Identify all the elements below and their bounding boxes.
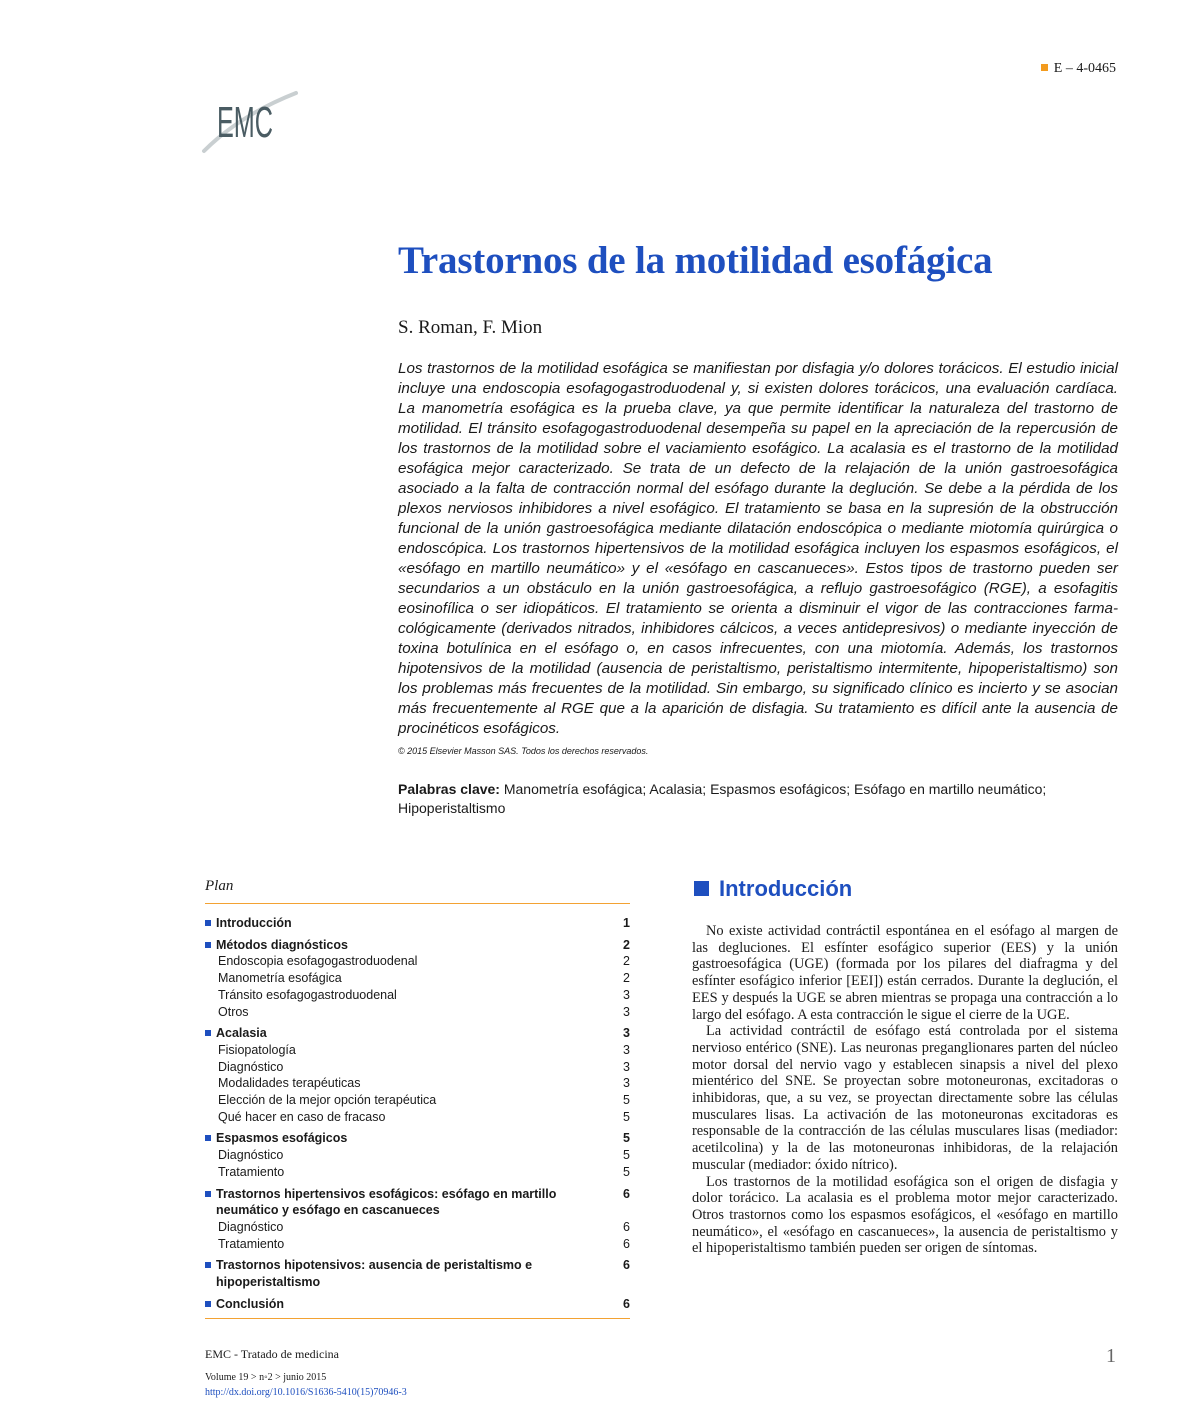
- logo-text: EMC: [217, 98, 273, 147]
- volume-info: Volume 19 > n◦2 > junio 2015: [205, 1372, 327, 1383]
- toc-subentry[interactable]: [205, 1236, 630, 1253]
- toc-subentry[interactable]: [205, 970, 630, 987]
- toc-section: [205, 915, 630, 932]
- toc-entry-label: Trastornos hipotensivos: ausencia de peristaltismo e hipoperistaltismo: [205, 1257, 610, 1290]
- toc-heading: Plan: [205, 878, 630, 904]
- toc-entry-label: Acalasia: [205, 1025, 610, 1042]
- toc-entry-label: Conclusión: [205, 1296, 610, 1313]
- page-number: 1: [1106, 1345, 1116, 1367]
- article-reference: [1041, 61, 1116, 77]
- article-ref-code: E – 4-0465: [1053, 61, 1116, 76]
- keywords: [398, 780, 1118, 818]
- toc-subentry[interactable]: [205, 987, 630, 1004]
- toc-section: [205, 1296, 630, 1313]
- toc-subentry-label: Tránsito esofagogastroduodenal: [218, 987, 397, 1002]
- introduction-body: [692, 923, 1118, 1257]
- article-title: Trastornos de la motilidad esofágica: [398, 239, 993, 282]
- paragraph: Los trastornos de la motilidad esofágica son el origen de disfagia y dolor torácico. La acalasia es el problema motor mejor caracterizado. Otros trastornos como los espasmos esofágicos, el «esófago en martillo neumático», el «esófago en cascanueces», la ausencia de peristaltismo y el hipoperistaltismo también pueden ser origen de síntomas.: [692, 1173, 1118, 1257]
- toc-subentry-page: 2: [623, 971, 630, 986]
- keywords-label: Palabras clave:: [398, 781, 500, 797]
- toc-entry-label: Métodos diagnósticos: [205, 937, 610, 954]
- section-heading-introduccion: [694, 876, 852, 902]
- toc-subentry[interactable]: [205, 1004, 630, 1021]
- orange-square-icon: [1041, 64, 1048, 71]
- toc-subentry[interactable]: [205, 1164, 630, 1181]
- toc-subentry-label: Diagnóstico: [218, 1059, 284, 1074]
- paragraph: La actividad contráctil de esófago está controlada por el sistema nervioso entérico (SNE). Las neuronas preganglionares parten del núcleo motor dorsal del nervio vago y establecen sinapsis a nivel del plexo mientérico del SNE. Se proyectan sobre motoneuronas, excitadoras o inhibidoras, que, a su vez, se proyectan directamente sobre las células musculares lisas. La activación de las motoneuronas excitadoras es responsable de la contracción de las células musculares lisas (mediador: acetilcolina) y la de las motoneuronas inhibidoras, de la relajación muscular (mediador: óxido nítrico).: [692, 1023, 1118, 1173]
- toc-entry-label: Introducción: [205, 915, 610, 932]
- toc-subentry-label: Fisiopatología: [218, 1042, 296, 1057]
- toc-entry-page: 3: [623, 1026, 630, 1041]
- toc-subentry-page: 5: [623, 1148, 630, 1163]
- toc-entry-label: Espasmos esofágicos: [205, 1130, 610, 1147]
- toc-subentry-label: Diagnóstico: [218, 1219, 284, 1234]
- toc-entry[interactable]: [205, 1296, 630, 1313]
- toc-subentry-page: 5: [623, 1164, 630, 1179]
- toc-subentry[interactable]: [205, 1059, 630, 1076]
- toc-subentry[interactable]: [205, 1147, 630, 1164]
- toc-subentry-page: 3: [623, 1059, 630, 1074]
- toc-entry[interactable]: [205, 1257, 630, 1290]
- toc-entry[interactable]: [205, 915, 630, 932]
- toc-subentry-page: 3: [623, 1004, 630, 1019]
- toc-subentry-label: Elección de la mejor opción terapéutica: [218, 1093, 437, 1108]
- toc-subentry-page: 2: [623, 954, 630, 969]
- toc-subentry-page: 5: [623, 1109, 630, 1124]
- toc-section: [205, 1257, 630, 1290]
- paragraph: No existe actividad contráctil espontánea en el esófago al margen de las degluciones. El esfínter esofágico superior (EES) y la unión gastroesofágica (UGE) (formada por los pilares del diafragma y del esfínter esofágico inferior [EEI]) están cerrados. Durante la deglución, el EES y después la UGE se abren mientras se propaga una contracción a lo largo del esófago. A esta contracción le sigue el cierre de la UGE.: [692, 923, 1118, 1023]
- toc-subentry-label: Diagnóstico: [218, 1148, 284, 1163]
- toc-subentry-label: Tratamiento: [218, 1236, 285, 1251]
- abstract: Los trastornos de la motilidad esofágica se manifiestan por disfagia y/o dolores torácicos. El estudio inicial incluye una endoscopia esofagogastroduodenal y, si existen dolores torácicos, una evaluación cardíaca. La manometría esofágica es la prueba clave, ya que permite identificar la naturaleza del trastorno de motilidad. El tránsito esofagogastroduodenal desempeña su papel en la apreciación de la repercusión de los trastornos de la motilidad sobre el vaciamiento esofágico. La acalasia es el trastorno de la motilidad esofágica mejor caracterizado. Se trata de un defecto de la relajación de la unión gastroesofágica asociado a la falta de contracción normal del esófago durante la deglución. Se debe a la pérdida de los plexos nerviosos inhibidores a nivel esofágico. El tratamiento se basa en la supresión de la obstrucción funcional de la unión gastroesofágica mediante dilatación endoscópica o mediante miotomía quirúrgica o endoscópica. Los trastornos hipertensivos de la motilidad esofágica incluyen los espasmos esofágicos, el «esófago en martillo neumático» y el «esófago en cascanueces». Estos tipos de trastorno pueden ser secundarios a un obstáculo en la unión gastroesofágica, a reflujo gastroesofágico (RGE), a esofagitis eosinofílica o ser idiopáticos. El tratamiento se orienta a disminuir el vigor de las contracciones farmacológicamente (derivados nitrados, inhibidores cálcicos, a veces antidepresivos) o mediante inyección de toxina botulínica en el esófago o, en casos infrecuentes, con una miotomía. Además, los trastornos hipotensivos de la motilidad (ausencia de peristaltismo, peristaltismo intermitente, hipoperistaltismo) son los problemas más frecuentes de la motilidad. Sin embargo, su significado clínico es incierto y se asocian más frecuentemente al RGE que a la aparición de disfagia. Su tratamiento es difícil ante la ausencia de procinéticos esofágicos.: [398, 360, 1118, 737]
- section-heading-text: Introducción: [719, 876, 853, 901]
- toc-subentry[interactable]: [205, 1109, 630, 1126]
- toc-entry[interactable]: [205, 1130, 630, 1147]
- toc-subentry[interactable]: [205, 1042, 630, 1059]
- toc-entry-page: 6: [623, 1186, 630, 1201]
- toc-entry-page: 6: [623, 1296, 630, 1311]
- toc-entry[interactable]: [205, 937, 630, 954]
- toc-subentry-page: 5: [623, 1093, 630, 1108]
- toc-subentry[interactable]: [205, 953, 630, 970]
- toc-subentry[interactable]: [205, 1075, 630, 1092]
- toc-subentry[interactable]: [205, 1092, 630, 1109]
- page-footer: [205, 1347, 407, 1400]
- toc-entry[interactable]: [205, 1025, 630, 1042]
- journal-name: EMC - Tratado de medicina: [205, 1347, 339, 1361]
- toc-subentry-label: Otros: [218, 1004, 249, 1019]
- toc-section: [205, 937, 630, 1021]
- toc-subentry-label: Modalidades terapéuticas: [218, 1076, 361, 1091]
- keywords-list: Manometría esofágica; Acalasia; Espasmos esofágicos; Esófago en martillo neumático; Hipoperistaltismo: [398, 781, 1047, 816]
- toc-entry-page: 2: [623, 937, 630, 952]
- toc-list: [205, 904, 630, 1319]
- blue-square-icon: [694, 881, 709, 896]
- article-authors: S. Roman, F. Mion: [398, 317, 543, 338]
- table-of-contents: [205, 878, 630, 1319]
- toc-subentry-label: Tratamiento: [218, 1164, 285, 1179]
- toc-entry-label: Trastornos hipertensivos esofágicos: esófago en martillo neumático y esófago en cascanueces: [205, 1186, 610, 1219]
- copyright-notice: © 2015 Elsevier Masson SAS. Todos los derechos reservados.: [398, 746, 649, 756]
- toc-section: [205, 1186, 630, 1253]
- toc-entry[interactable]: [205, 1186, 630, 1219]
- toc-entry-page: 1: [623, 916, 630, 930]
- toc-subentry-label: Manometría esofágica: [218, 971, 342, 986]
- toc-subentry-page: 3: [623, 987, 630, 1002]
- toc-entry-page: 6: [623, 1258, 630, 1273]
- toc-entry-page: 5: [623, 1131, 630, 1146]
- toc-section: [205, 1130, 630, 1180]
- doi-link[interactable]: http://dx.doi.org/10.1016/S1636-5410(15)70946-3: [205, 1387, 407, 1398]
- toc-subentry-page: 6: [623, 1236, 630, 1251]
- toc-subentry-label: Endoscopia esofagogastroduodenal: [218, 954, 418, 969]
- toc-subentry-label: Qué hacer en caso de fracaso: [218, 1109, 386, 1124]
- emc-logo: [200, 75, 300, 155]
- toc-subentry[interactable]: [205, 1219, 630, 1236]
- toc-subentry-page: 6: [623, 1219, 630, 1234]
- toc-section: [205, 1025, 630, 1125]
- toc-subentry-page: 3: [623, 1076, 630, 1091]
- toc-subentry-page: 3: [623, 1042, 630, 1057]
